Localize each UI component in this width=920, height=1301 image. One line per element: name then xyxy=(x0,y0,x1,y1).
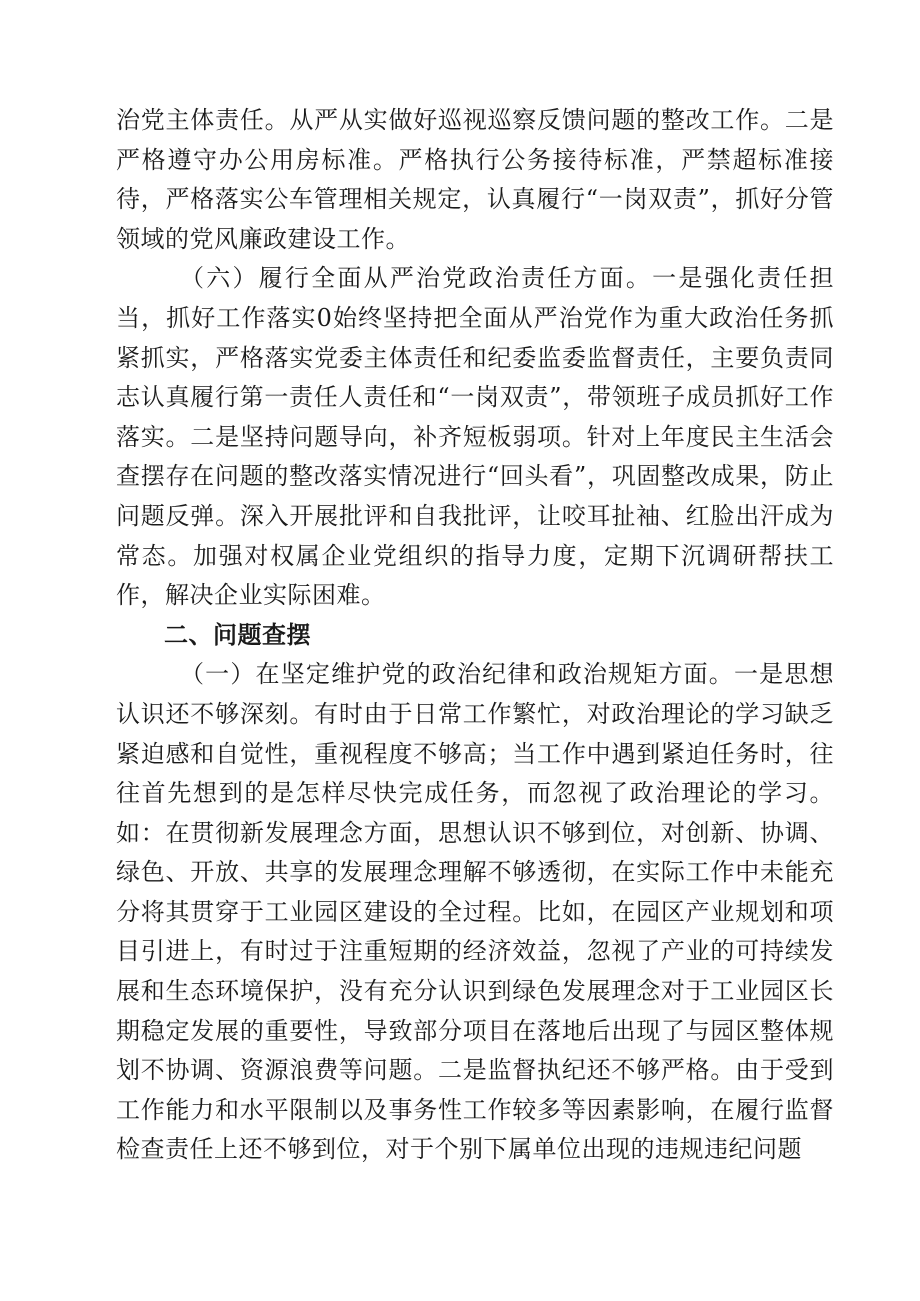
paragraph-political-discipline: （一）在坚定维护党的政治纪律和政治规矩方面。一是思想认识还不够深刻。有时由于日常工作繁忙，对政治理论的学习缺乏紧迫感和自觉性，重视程度不够高；当工作中遇到紧迫任务时，往往首先想到的是怎样尽快完成任务，而忽视了政治理论的学习。如：在贯彻新发展理念方面，思想认识不够到位，对创新、协调、绿色、开放、共享的发展理念理解不够透彻，在实际工作中未能充分将其贯穿于工业园区建设的全过程。比如，在园区产业规划和项目引进上，有时过于注重短期的经济效益，忽视了产业的可持续发展和生态环境保护，没有充分认识到绿色发展理念对于工业园区长期稳定发展的重要性，导致部分项目在落地后出现了与园区整体规划不协调、资源浪费等问题。二是监督执纪还不够严格。由于受到工作能力和水平限制以及事务性工作较多等因素影响，在履行监督检查责任上还不够到位，对于个别下属单位出现的违规违纪问题 xyxy=(116,660,834,1164)
paragraph-section-six: （六）履行全面从严治党政治责任方面。一是强化责任担当，抓好工作落实0始终坚持把全面从严治党作为重大政治任务抓紧抓实，严格落实党委主体责任和纪委监委监督责任，主要负责同志认真履行第一责任人责任和“一岗双责”，带领班子成员抓好工作落实。二是坚持问题导向，补齐短板弱项。针对上年度民主生活会查摆存在问题的整改落实情况进行“回头看”，巩固整改成果，防止问题反弹。深入开展批评和自我批评，让咬耳扯袖、红脸出汗成为常态。加强对权属企业党组织的指导力度，定期下沉调研帮扶工作，解决企业实际困难。 xyxy=(116,264,834,610)
section-heading-problems: 二、问题查摆 xyxy=(164,620,311,649)
paragraph-continuation: 治党主体责任。从严从实做好巡视巡察反馈问题的整改工作。二是严格遵守办公用房标准。严格执行公务接待标准，严禁超标准接待，严格落实公车管理相关规定，认真履行“一岗双责”，抓好分管领域的党风廉政建设工作。 xyxy=(116,106,834,253)
document-body xyxy=(116,101,834,1170)
